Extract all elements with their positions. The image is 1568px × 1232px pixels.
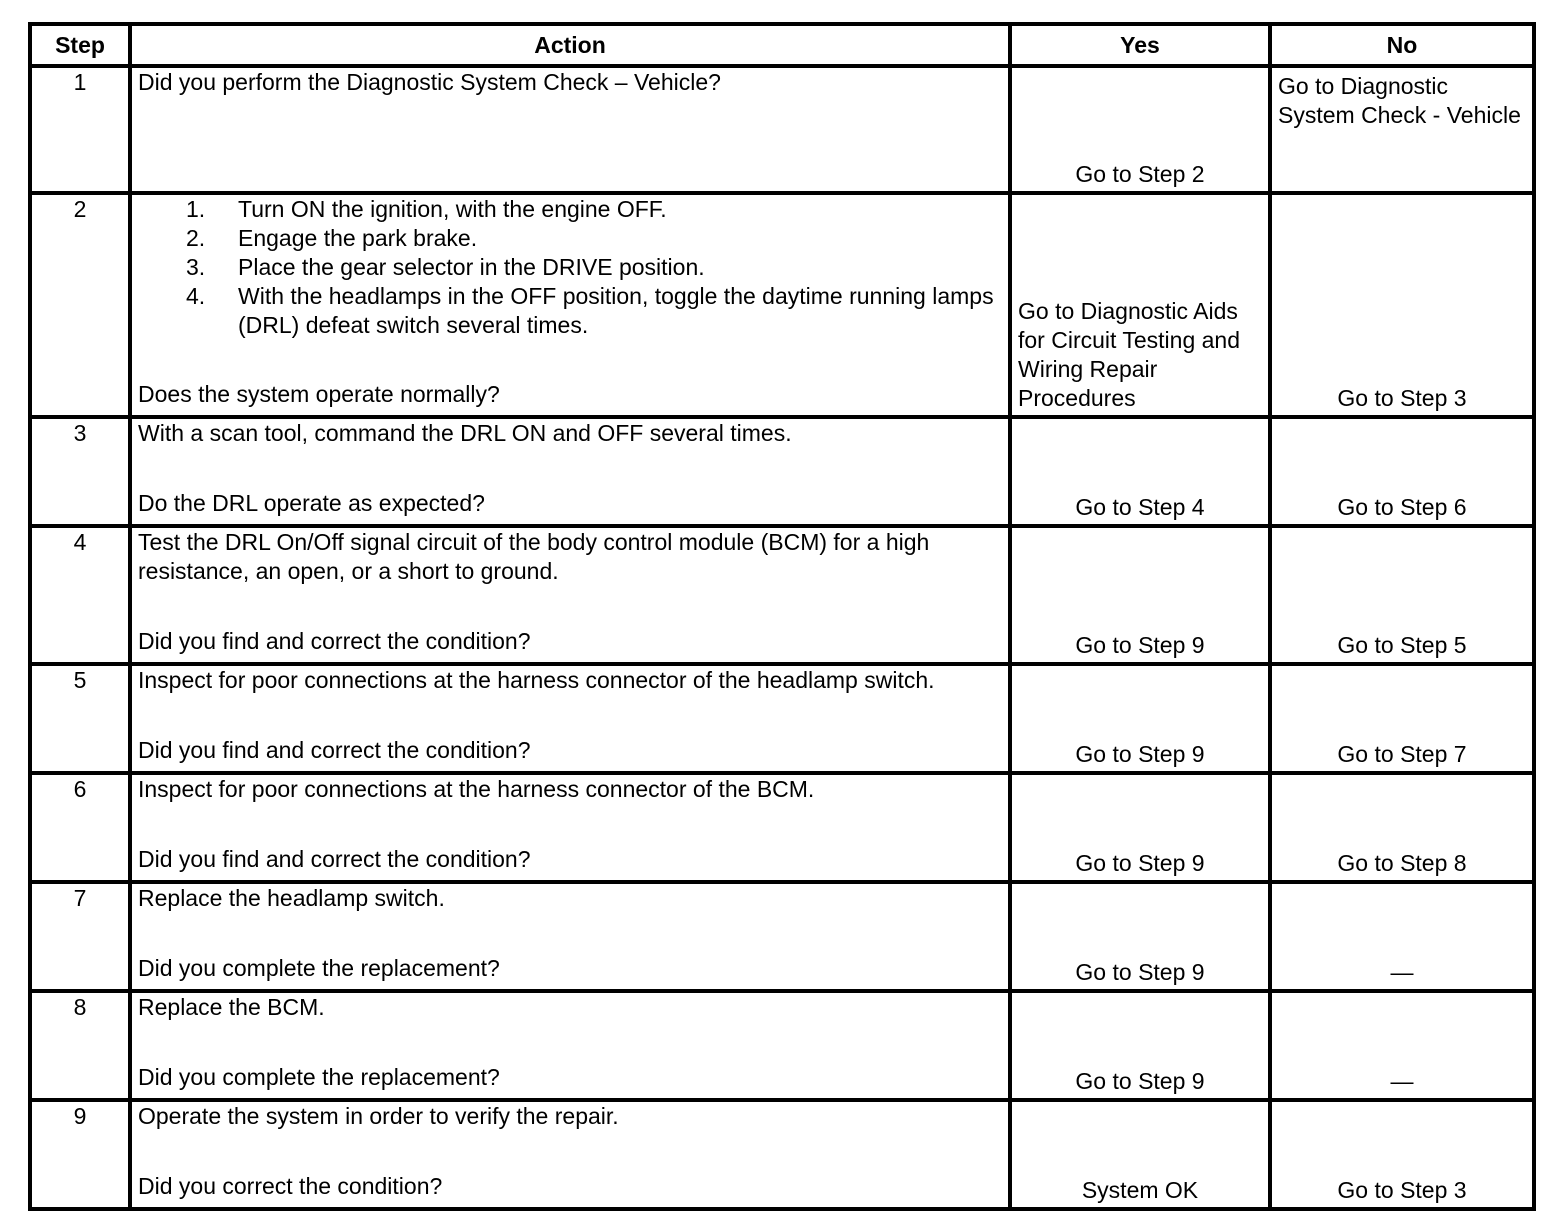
- list-text: Place the gear selector in the DRIVE position.: [238, 254, 705, 280]
- header-row: [30, 24, 1534, 66]
- question-text: Did you find and correct the condition?: [138, 628, 531, 654]
- action-text: Test the DRL On/Off signal circuit of the body control module (BCM) for a high resistance, an open, or a short to ground.: [138, 529, 930, 584]
- table-row: [30, 193, 1534, 417]
- yes-cell: [1010, 526, 1270, 664]
- question-text: Did you complete the replacement?: [138, 1064, 500, 1090]
- action-text: With a scan tool, command the DRL ON and OFF several times.: [138, 420, 792, 446]
- procedure-list: [138, 195, 1002, 340]
- list-item: [186, 282, 1002, 340]
- action-text: Inspect for poor connections at the harness connector of the BCM.: [138, 776, 815, 802]
- table-row: [30, 417, 1534, 526]
- table-row: [30, 664, 1534, 773]
- no-result: Go to Step 7: [1337, 741, 1467, 767]
- yes-result: System OK: [1081, 1177, 1199, 1203]
- question-text: Do the DRL operate as expected?: [138, 490, 485, 516]
- yes-cell: [1010, 664, 1270, 773]
- table-row: [30, 66, 1534, 193]
- no-result: Go to Step 6: [1337, 494, 1467, 520]
- yes-result: Go to Step 9: [1075, 1068, 1205, 1094]
- yes-cell: [1010, 417, 1270, 526]
- no-cell: [1270, 882, 1534, 991]
- action-cell: [130, 991, 1010, 1100]
- step-number: 6: [30, 773, 130, 882]
- question-text: Does the system operate normally?: [138, 381, 500, 407]
- question-text: Did you complete the replacement?: [138, 955, 500, 981]
- step-number: 3: [30, 417, 130, 526]
- yes-cell: [1010, 773, 1270, 882]
- list-number: 2.: [186, 225, 206, 251]
- list-item: [186, 224, 1002, 253]
- list-text: With the headlamps in the OFF position, toggle the daytime running lamps (DRL) defeat switch several times.: [238, 283, 994, 338]
- yes-cell: [1010, 1100, 1270, 1209]
- question-text: Did you find and correct the condition?: [138, 737, 531, 763]
- yes-result: Go to Step 2: [1075, 161, 1205, 187]
- no-result: Go to Step 5: [1337, 632, 1467, 658]
- no-cell: [1270, 773, 1534, 882]
- action-cell: [130, 882, 1010, 991]
- action-text: Operate the system in order to verify the repair.: [138, 1103, 619, 1129]
- no-result: Go to Step 3: [1337, 385, 1467, 411]
- no-result: —: [1390, 959, 1414, 985]
- no-cell: [1270, 1100, 1534, 1209]
- step-number: 1: [30, 66, 130, 193]
- yes-result: Go to Step 9: [1075, 850, 1205, 876]
- no-cell: [1270, 991, 1534, 1100]
- step-number: 8: [30, 991, 130, 1100]
- step-number: 7: [30, 882, 130, 991]
- table-row: [30, 526, 1534, 664]
- no-cell: [1270, 66, 1534, 193]
- yes-result: Go to Step 9: [1075, 959, 1205, 985]
- yes-result: Go to Step 9: [1075, 632, 1205, 658]
- step-number: 5: [30, 664, 130, 773]
- yes-result: Go to Step 4: [1075, 494, 1205, 520]
- header-no: No: [1270, 24, 1534, 66]
- diagnostic-table: [28, 22, 1536, 1211]
- table-row: [30, 1100, 1534, 1209]
- no-result: Go to Step 3: [1337, 1177, 1467, 1203]
- yes-result: Go to Diagnostic Aids for Circuit Testing and Wiring Repair Procedures: [1018, 298, 1241, 411]
- no-cell: [1270, 417, 1534, 526]
- step-number: 4: [30, 526, 130, 664]
- action-text: Replace the headlamp switch.: [138, 885, 445, 911]
- action-cell: [130, 1100, 1010, 1209]
- table-row: [30, 773, 1534, 882]
- table-row: [30, 991, 1534, 1100]
- no-cell: [1270, 526, 1534, 664]
- no-cell: [1270, 664, 1534, 773]
- table-row: [30, 882, 1534, 991]
- list-text: Turn ON the ignition, with the engine OFF.: [238, 196, 667, 222]
- list-item: [186, 253, 1002, 282]
- list-text: Engage the park brake.: [238, 225, 478, 251]
- action-text: Inspect for poor connections at the harness connector of the headlamp switch.: [138, 667, 935, 693]
- no-result: —: [1390, 1068, 1414, 1094]
- action-text: Did you perform the Diagnostic System Check – Vehicle?: [138, 69, 721, 95]
- header-yes: Yes: [1010, 24, 1270, 66]
- yes-cell: [1010, 193, 1270, 417]
- yes-cell: [1010, 991, 1270, 1100]
- action-text: Replace the BCM.: [138, 994, 325, 1020]
- question-text: Did you find and correct the condition?: [138, 846, 531, 872]
- list-number: 1.: [186, 196, 206, 222]
- list-number: 3.: [186, 254, 206, 280]
- action-cell: [130, 193, 1010, 417]
- step-number: 9: [30, 1100, 130, 1209]
- action-cell: [130, 66, 1010, 193]
- yes-result: Go to Step 9: [1075, 741, 1205, 767]
- no-cell: [1270, 193, 1534, 417]
- header-action: Action: [130, 24, 1010, 66]
- action-cell: [130, 664, 1010, 773]
- no-result: Go to Step 8: [1337, 850, 1467, 876]
- yes-cell: [1010, 882, 1270, 991]
- step-number: 2: [30, 193, 130, 417]
- question-text: Did you correct the condition?: [138, 1173, 443, 1199]
- no-result: Go to Diagnostic System Check - Vehicle: [1278, 73, 1521, 128]
- action-cell: [130, 526, 1010, 664]
- list-number: 4.: [186, 283, 206, 309]
- action-cell: [130, 417, 1010, 526]
- action-cell: [130, 773, 1010, 882]
- yes-cell: [1010, 66, 1270, 193]
- header-step: Step: [30, 24, 130, 66]
- list-item: [186, 195, 1002, 224]
